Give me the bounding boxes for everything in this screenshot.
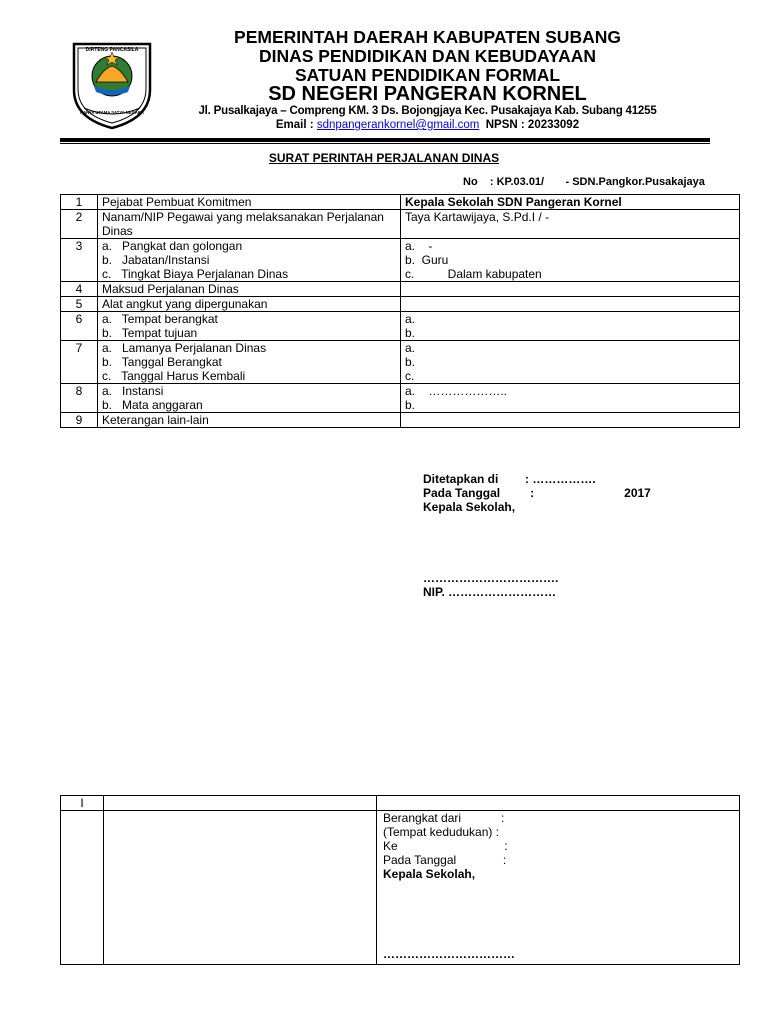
signature-name-line: ……………………………. bbox=[423, 571, 559, 585]
row-value: a. ……………….. bbox=[401, 384, 740, 399]
table-row bbox=[61, 282, 740, 297]
row-value bbox=[401, 282, 740, 297]
row-label: a. Tempat berangkat bbox=[98, 312, 401, 327]
row-label: Alat angkut yang dipergunakan bbox=[98, 297, 401, 312]
header-government: PEMERINTAH DAERAH KABUPATEN SUBANG bbox=[234, 27, 621, 47]
signature-title: Kepala Sekolah, bbox=[423, 500, 516, 514]
row-value bbox=[401, 297, 740, 312]
row-label: a. Pangkat dan golongan bbox=[98, 239, 401, 254]
row-number: 2 bbox=[61, 210, 98, 239]
departure-from: Berangkat dari : bbox=[383, 811, 505, 825]
departure-to: Ke : bbox=[383, 839, 508, 853]
travel-order-table bbox=[60, 194, 740, 428]
row-value: b. bbox=[401, 398, 740, 413]
header-contact bbox=[160, 119, 695, 131]
school-emblem-logo bbox=[68, 38, 156, 130]
header-department: DINAS PENDIDIKAN DAN KEBUDAYAAN bbox=[258, 46, 597, 66]
row-value: c. bbox=[401, 369, 740, 384]
header-unit: SATUAN PENDIDIKAN FORMAL bbox=[294, 65, 561, 85]
header-address: Jl. Pusalkajaya – Compreng KM. 3 Ds. Bojongjaya Kec. Pusakajaya Kab. Subang 41255 bbox=[198, 105, 657, 117]
row-label: b. Tanggal Berangkat bbox=[98, 355, 401, 369]
row-label: Keterangan lain-lain bbox=[98, 413, 401, 428]
header-school-name: SD NEGERI PANGERAN KORNEL bbox=[268, 83, 587, 105]
table-row bbox=[61, 297, 740, 312]
document-number: No : KP.03.01/ - SDN.Pangkor.Pusakajaya bbox=[463, 176, 705, 188]
departure-cell bbox=[377, 811, 740, 965]
empty-cell bbox=[104, 811, 377, 965]
row-value: a. bbox=[401, 341, 740, 356]
table-row bbox=[61, 384, 740, 399]
signature-place: Ditetapkan di : ……………. bbox=[423, 472, 596, 486]
table-row bbox=[61, 398, 740, 413]
row-label: Nanam/NIP Pegawai yang melaksanakan Perjalanan Dinas bbox=[98, 210, 401, 239]
departure-signature-line: …………………………… bbox=[383, 947, 515, 961]
email-link[interactable]: sdnpangerankornel@gmail.com bbox=[316, 119, 480, 131]
row-number: 6 bbox=[61, 312, 98, 341]
table-row bbox=[61, 195, 740, 210]
row-value: Kepala Sekolah SDN Pangeran Kornel bbox=[401, 195, 740, 210]
header-rule-thin bbox=[60, 143, 710, 144]
row-label: c. Tingkat Biaya Perjalanan Dinas bbox=[98, 267, 401, 282]
row-value bbox=[401, 413, 740, 428]
empty-cell bbox=[104, 796, 377, 811]
row-value: b. bbox=[401, 355, 740, 369]
table-row bbox=[61, 326, 740, 341]
row-label: a. Lamanya Perjalanan Dinas bbox=[98, 341, 401, 356]
table-row bbox=[61, 796, 740, 811]
signature-date: Pada Tanggal : 2017 bbox=[423, 486, 651, 500]
npsn: NPSN : 20233092 bbox=[485, 119, 580, 131]
row-label: b. Mata anggaran bbox=[98, 398, 401, 413]
table-row bbox=[61, 253, 740, 267]
row-label: Pejabat Pembuat Komitmen bbox=[98, 195, 401, 210]
row-value: b. Guru bbox=[401, 253, 740, 267]
logo-top-text: DIRTENG PANCASILA bbox=[85, 47, 139, 53]
row-label: c. Tanggal Harus Kembali bbox=[98, 369, 401, 384]
row-value: a. - bbox=[401, 239, 740, 254]
row-number: 8 bbox=[61, 384, 98, 413]
row-number: 1 bbox=[61, 195, 98, 210]
table-row bbox=[61, 312, 740, 327]
email-label: Email : bbox=[275, 119, 314, 131]
row-label: b. Tempat tujuan bbox=[98, 326, 401, 341]
table-row bbox=[61, 811, 740, 965]
row-label: b. Jabatan/Instansi bbox=[98, 253, 401, 267]
empty-cell bbox=[61, 811, 104, 965]
row-number: 4 bbox=[61, 282, 98, 297]
row-label: Maksud Perjalanan Dinas bbox=[98, 282, 401, 297]
table-row bbox=[61, 369, 740, 384]
table-row bbox=[61, 355, 740, 369]
table-row bbox=[61, 267, 740, 282]
logo-bottom-text: KARYA UTAMA SATYA NEGARA bbox=[80, 110, 144, 115]
departure-signer-title: Kepala Sekolah, bbox=[383, 867, 476, 881]
row-value: c. Dalam kabupaten bbox=[401, 267, 740, 282]
row-value: Taya Kartawijaya, S.Pd.I / - bbox=[401, 210, 740, 239]
table-row bbox=[61, 341, 740, 356]
header-rule-thick bbox=[60, 138, 710, 142]
departure-table bbox=[60, 795, 740, 965]
table-row bbox=[61, 413, 740, 428]
departure-base: (Tempat kedudukan) : bbox=[383, 825, 500, 839]
departure-date: Pada Tanggal : bbox=[383, 853, 507, 867]
signature-nip: NIP. ……………………… bbox=[423, 585, 557, 599]
row-value: b. bbox=[401, 326, 740, 341]
section-roman: I bbox=[61, 796, 104, 811]
row-value: a. bbox=[401, 312, 740, 327]
table-row bbox=[61, 210, 740, 239]
table-row bbox=[61, 239, 740, 254]
row-number: 3 bbox=[61, 239, 98, 282]
document-title: SURAT PERINTAH PERJALANAN DINAS bbox=[268, 151, 500, 165]
row-label: a. Instansi bbox=[98, 384, 401, 399]
row-number: 5 bbox=[61, 297, 98, 312]
row-number: 9 bbox=[61, 413, 98, 428]
empty-cell bbox=[377, 796, 740, 811]
row-number: 7 bbox=[61, 341, 98, 384]
